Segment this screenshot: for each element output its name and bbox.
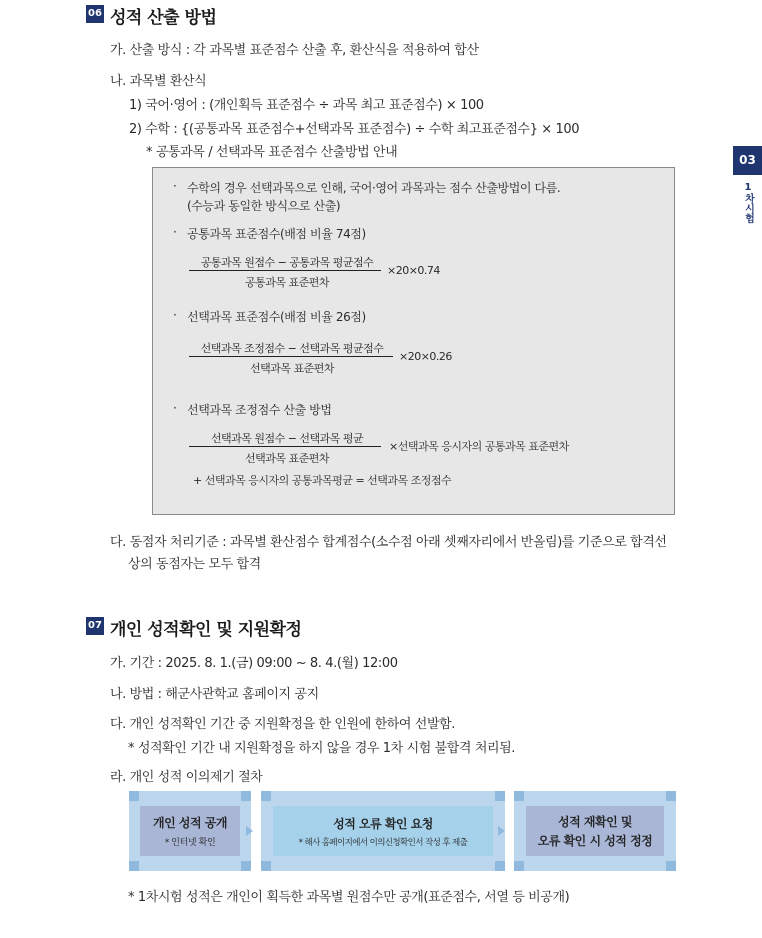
bullet-dot: · <box>173 308 177 322</box>
tie-break-rule-line2: 상의 동점자는 모두 합격 <box>128 557 261 572</box>
bullet-dot: · <box>173 225 177 239</box>
flow-step-2 <box>273 806 493 856</box>
confirmation-selection-rule: 다. 개인 성적확인 기간 중 지원확정을 한 인원에 한하여 선발함. <box>110 717 456 732</box>
flow-step-3-title2: 오류 확인 시 성적 정정 <box>537 834 653 848</box>
flow-step-3 <box>526 806 664 856</box>
formula-korean-english: 1) 국어·영어 : (개인획득 표준점수 ÷ 과목 최고 표준점수) × 100 <box>129 98 484 113</box>
flow-step-2-title: 성적 오류 확인 요청 <box>333 816 433 831</box>
common-score-multiplier: ×20×0.74 <box>387 264 440 277</box>
common-score-fraction <box>189 254 385 290</box>
adjusted-score-multiplier: ×선택과목 응시자의 공통과목 표준편차 <box>389 440 569 453</box>
flow-step-2-sub: * 해사 홈페이지에서 이의신청확인서 작성 후 제출 <box>298 837 468 848</box>
fraction-denominator: 선택과목 표준편차 <box>249 362 334 375</box>
standard-score-note: * 공통과목 / 선택과목 표준점수 산출방법 안내 <box>146 145 398 160</box>
chapter-tab-label-text: 1차시험 <box>742 182 754 223</box>
confirmation-selection-note: * 성적확인 기간 내 지원확정을 하지 않을 경우 1차 시험 불합격 처리됨. <box>128 741 516 756</box>
flow-step-1-sub: * 인터넷 확인 <box>164 838 216 848</box>
flow-step-2-frame <box>261 791 505 871</box>
chapter-tab-label <box>741 182 755 223</box>
confirmation-method: 나. 방법 : 해군사관학교 홈페이지 공지 <box>110 687 319 702</box>
calc-method-item: 가. 산출 방식 : 각 과목별 표준점수 산출 후, 환산식을 적용하여 합산 <box>110 43 479 58</box>
elective-score-fraction <box>189 340 395 376</box>
fraction-denominator: 선택과목 표준편차 <box>244 452 329 465</box>
fraction-bar <box>189 356 393 357</box>
fraction-numerator: 공통과목 원점수 − 공통과목 평균점수 <box>200 256 374 269</box>
section-title-06: 성적 산출 방법 <box>110 8 217 28</box>
flow-step-1-title: 개인 성적 공개 <box>153 816 227 830</box>
fraction-numerator: 선택과목 조정점수 − 선택과목 평균점수 <box>200 342 384 355</box>
section-title-07: 개인 성적확인 및 지원확정 <box>110 620 302 640</box>
flow-step-3-frame <box>514 791 676 871</box>
standard-score-explanation-box <box>152 167 675 515</box>
score-disclosure-footnote: * 1차시험 성적은 개인이 획득한 과목별 원점수만 공개(표준점수, 서열 등 비공개) <box>128 890 570 905</box>
flow-step-1 <box>140 806 240 856</box>
tie-break-rule-line1: 다. 동점자 처리기준 : 과목별 환산점수 합계점수(소수점 아래 셋째자리에서 반올림)를 기준으로 합격선 <box>110 535 667 550</box>
flow-step-3-title: 성적 재확인 및 <box>558 815 632 829</box>
fraction-numerator: 선택과목 원점수 − 선택과목 평균 <box>210 432 364 445</box>
box-bullet-elective-score: 선택과목 표준점수(배점 비율 26점) <box>187 310 366 324</box>
confirmation-period: 가. 기간 : 2025. 8. 1.(금) 09:00 ~ 8. 4.(월) 12:00 <box>110 656 398 671</box>
adjusted-score-fraction <box>189 430 385 466</box>
fraction-bar <box>189 446 381 447</box>
elective-score-multiplier: ×20×0.26 <box>399 350 452 363</box>
box-bullet-common-score: 공통과목 표준점수(배점 비율 74점) <box>187 227 366 241</box>
section-number-06: 06 <box>86 5 104 23</box>
fraction-denominator: 공통과목 표준편차 <box>244 276 329 289</box>
adjusted-score-tail: + 선택과목 응시자의 공통과목평균 = 선택과목 조정점수 <box>193 474 452 487</box>
flow-step-1-frame <box>129 791 251 871</box>
chapter-tab-number[interactable]: 03 <box>733 146 762 175</box>
bullet-dot: · <box>173 179 177 193</box>
objection-procedure-heading: 라. 개인 성적 이의제기 절차 <box>110 770 263 785</box>
section-number-07: 07 <box>86 617 104 635</box>
formula-math: 2) 수학 : {(공통과목 표준점수+선택과목 표준점수) ÷ 수학 최고표준점수} × 100 <box>129 122 580 137</box>
flow-arrow-icon <box>246 826 253 836</box>
box-bullet-math-difference-note: (수능과 동일한 방식으로 산출) <box>187 199 341 213</box>
bullet-dot: · <box>173 401 177 415</box>
box-bullet-adjusted-score: 선택과목 조정점수 산출 방법 <box>187 403 332 417</box>
flow-arrow-icon <box>498 826 505 836</box>
box-bullet-math-difference: 수학의 경우 선택과목으로 인해, 국어·영어 과목과는 점수 산출방법이 다름. <box>187 181 561 195</box>
conversion-formula-heading: 나. 과목별 환산식 <box>110 74 207 89</box>
fraction-bar <box>189 270 381 271</box>
